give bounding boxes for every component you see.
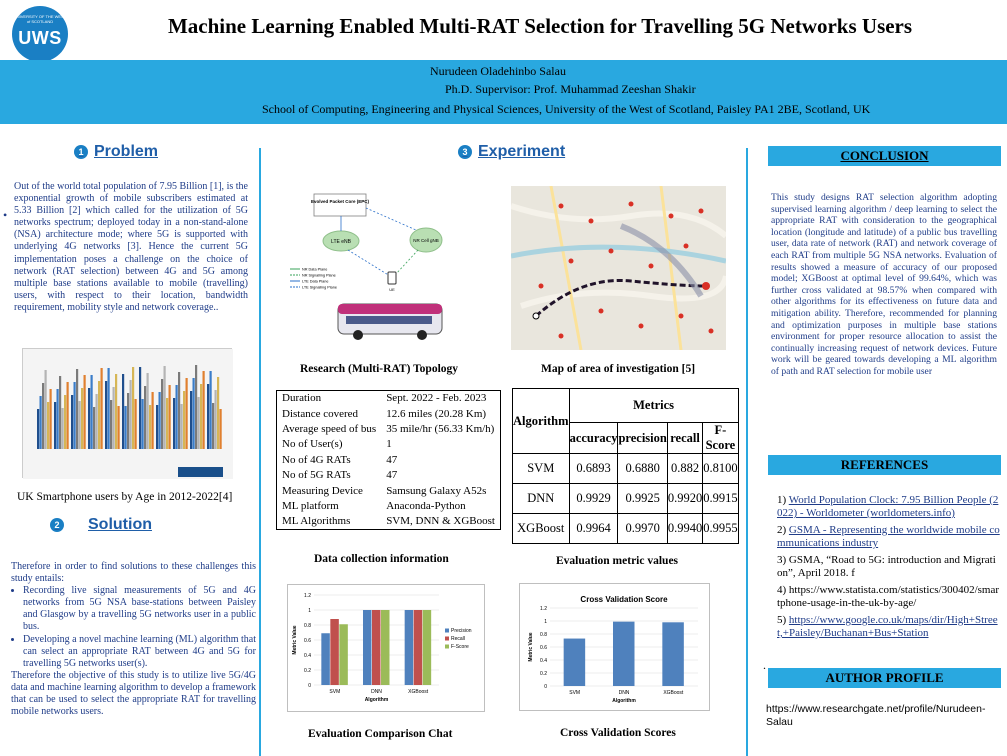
experiment-heading [458, 143, 565, 161]
solution-title: Solution [88, 516, 152, 533]
ue-label: UE [389, 287, 395, 292]
conclusion-heading: CONCLUSION [768, 146, 1001, 166]
legend-lte-signal: LTE Signalling Plane [302, 285, 337, 290]
metrics-header: Metrics [569, 389, 738, 423]
bar [372, 610, 381, 685]
metric-algorithm: XGBoost [513, 514, 570, 544]
solution-bullet: • Developing a novel machine learning (ML) algorithm that can select an appropriate RAT between 4G and 5G for travelling 5G networks user(s). [23, 634, 256, 670]
x-tick-label: XGBoost [408, 689, 429, 695]
problem-title: Problem [94, 143, 159, 160]
bar [564, 639, 586, 686]
problem-number: 1 [74, 145, 88, 159]
dc-label: No of 5G RATs [282, 469, 351, 482]
metric-value: 0.9920 [667, 484, 702, 514]
y-tick-label: 1.2 [304, 593, 311, 599]
y-tick-label: 0.2 [304, 668, 311, 674]
map-caption: Map of area of investigation [5] [541, 363, 696, 375]
data-collection-row [277, 498, 501, 513]
poster-title: Machine Learning Enabled Multi-RAT Selection for Travelling 5G Networks Users [167, 14, 913, 38]
metric-row [513, 514, 739, 544]
experiment-number: 3 [458, 145, 472, 159]
legend-swatch [445, 645, 449, 649]
legend-swatch [445, 637, 449, 641]
solution-heading [50, 516, 152, 534]
evaluation-comparison-chart [287, 584, 485, 712]
solution-outro: Therefore the objective of this study is to utilize live 5G/4G data and machine learning algorithm to develop a framework that can be used to select the appropriate RAT for travelling mobile networks users. [11, 669, 256, 718]
map-graphic [511, 186, 726, 350]
x-axis-label: Algorithm [612, 698, 636, 704]
profile-dot: . [763, 658, 766, 672]
metric-algorithm: SVM [513, 454, 570, 484]
dc-label: Average speed of bus [282, 422, 377, 435]
gnb-label: NR Cell gNB [413, 238, 439, 243]
dc-value: Sept. 2022 - Feb. 2023 [386, 392, 487, 405]
data-collection-caption: Data collection information [314, 553, 449, 565]
metric-column-header: accuracy [569, 423, 618, 454]
bar [321, 633, 330, 685]
smartphone-chart-graphic [23, 349, 233, 479]
reference-item [777, 554, 1000, 580]
y-tick-label: 0.4 [304, 653, 311, 659]
reference-text[interactable]: World Population Clock: 7.95 Billion People (2022) - Worldometer (worldometers.info) [777, 494, 999, 519]
metrics-caption: Evaluation metric values [556, 555, 679, 567]
solution-body [11, 561, 256, 718]
column-divider-2 [746, 148, 748, 756]
references-heading: REFERENCES [768, 455, 1001, 475]
legend-nr-data: NR Data Plane [302, 267, 328, 272]
dc-value: Anaconda-Python [386, 499, 466, 512]
data-collection-row [277, 437, 501, 452]
metric-value: 0.8100 [703, 454, 738, 484]
y-axis-label: Metric Value [292, 625, 298, 655]
metric-value: 0.9929 [569, 484, 618, 514]
column-divider-1 [259, 148, 261, 756]
comparison-chart-svg [288, 585, 484, 711]
y-tick-label: 0.8 [304, 623, 311, 629]
dc-label: No of 4G RATs [282, 453, 351, 466]
enb-label: LTE eNB [331, 239, 351, 245]
solution-bullet: • Recording live signal measurements of 5G and 4G networks from 5G NSA base-stations between Paisley and Glasgow by a travelling 5G networks user in a public bus. [23, 585, 256, 633]
reference-item [777, 494, 1000, 520]
dc-value: 47 [386, 469, 398, 482]
bar [613, 622, 635, 686]
investigation-area-map [511, 186, 726, 350]
metric-algorithm: DNN [513, 484, 570, 514]
legend-swatch [445, 629, 449, 633]
x-tick-label: DNN [371, 689, 382, 695]
dc-value: 35 mile/hr (56.33 Km/h) [386, 422, 495, 435]
supervisor: Ph.D. Supervisor: Prof. Muhammad Zeeshan Shakir [445, 82, 696, 96]
solution-bullets [11, 585, 256, 670]
topology-caption: Research (Multi-RAT) Topology [300, 363, 459, 375]
dc-label: Distance covered [282, 407, 359, 420]
data-collection-row [277, 483, 501, 498]
smartphone-chart-caption: UK Smartphone users by Age in 2012-2022[4] [17, 491, 233, 503]
y-tick-label: 1 [544, 619, 547, 625]
reference-item [777, 584, 1000, 610]
dc-value: 1 [386, 438, 392, 451]
metric-value: 0.6880 [618, 454, 667, 484]
dc-label: Measuring Device [282, 484, 363, 497]
y-tick-label: 0.2 [540, 671, 547, 677]
legend-label: Precision [451, 628, 472, 634]
data-collection-row [277, 421, 501, 436]
x-tick-label: DNN [618, 690, 630, 696]
dc-label: No of User(s) [282, 438, 343, 451]
reference-item [777, 524, 1000, 550]
bullet-marker: • [3, 208, 8, 222]
conclusion-text: This study designs RAT selection algorithm adopting supervised learning algorithm / deep learning to select the appropriate RAT with consideration to the geographical location (longitude and latitude) of a public bus travelling user, data rate of network (RAT) and network coverage of each RAT from multiple 5G NSA networks. Evaluation of results showed a measure of accuracy of our proposed model; XGBoost at optimal level of 99.64%, which was further cross validated at 98.57% when compared with other algorithms for its effectiveness on future data and mitigation ability. Therefore, recommended for planning and optimization purposes in multiple base stations environment for proper resource allocation to assist the continually increasing request of network devices. Future work will be geared towards developing a ML algorithm of path and RAT selection for mobile user [771, 192, 997, 377]
data-collection-row [277, 467, 501, 482]
epc-label: Evolved Packet Core (EPC) [310, 199, 370, 204]
author-banner [0, 60, 1007, 124]
y-tick-label: 0.4 [540, 658, 547, 664]
metric-value: 0.9964 [569, 514, 618, 544]
metric-value: 0.9970 [618, 514, 667, 544]
smartphone-users-chart [22, 348, 232, 478]
reference-text: GSMA, “Road to 5G: introduction and Migration”, April 2018. f [777, 554, 996, 579]
author-profile-heading: AUTHOR PROFILE [768, 668, 1001, 688]
metric-column-header: recall [667, 423, 702, 454]
metric-column-header: precision [618, 423, 667, 454]
bar [330, 619, 339, 685]
metric-value: 0.6893 [569, 454, 618, 484]
school: School of Computing, Engineering and Physical Sciences, University of the West of Scotland, Paisley PA1 2BE, Scotland, UK [262, 102, 871, 116]
reference-number: 3) [777, 554, 787, 566]
chart-title: Cross Validation Score [580, 595, 668, 604]
dc-value: 47 [386, 453, 398, 466]
data-collection-row [277, 406, 501, 421]
legend-nr-signal: NR Signalling Plane [302, 273, 336, 278]
dc-value: SVM, DNN & XGBoost [386, 515, 495, 528]
y-tick-label: 1.2 [540, 606, 547, 612]
dc-value: Samsung Galaxy A52s [386, 484, 487, 497]
reference-number: 5) [777, 614, 787, 626]
reference-text: https://www.statista.com/statistics/300402/smartphone-usage-in-the-uk-by-age/ [777, 584, 1000, 609]
data-collection-row [277, 391, 501, 406]
legend-label: Recall [451, 636, 465, 642]
experiment-title: Experiment [478, 143, 566, 160]
problem-heading [74, 143, 158, 161]
multi-rat-topology-diagram [286, 186, 446, 350]
y-tick-label: 0.8 [540, 632, 547, 638]
x-tick-label: SVM [569, 690, 581, 696]
bar [662, 622, 684, 686]
algorithm-header: Algorithm [513, 389, 570, 454]
dc-value: 12.6 miles (20.28 Km) [386, 407, 487, 420]
problem-text: Out of the world total population of 7.95 Billion [1], is the exponential growth of mobile subscribers estimated at 5.33 Billion [2] which called for the utilization of 5G networks spectrum; deployed today in a non-stand-alone (NSA) architecture mode; where 5G is supported with underlying 4G networks [3]. Hence the current 5G implementation poses a challenge on the choice of network (RAT selection) between 4G and 5G among multiple base stations available to mobile (travelling) users, with respect to their location, bandwidth requirement, mobility style and network coverage.. [14, 181, 248, 313]
references-list [765, 494, 1000, 644]
bar [339, 624, 348, 685]
legend-label: F-Score [451, 644, 469, 650]
metric-value: 0.9925 [618, 484, 667, 514]
logo-small-text: UNIVERSITY OF THE WEST of SCOTLAND [13, 14, 67, 24]
author-name: Nurudeen Oladehinbo Salau [430, 64, 566, 78]
y-axis-label: Metric Value [528, 632, 534, 662]
metric-value: 0.9940 [667, 514, 702, 544]
y-tick-label: 0.6 [304, 638, 311, 644]
y-tick-label: 0.6 [540, 645, 547, 651]
x-tick-label: XGBoost [663, 690, 684, 696]
uws-logo [12, 6, 68, 62]
metric-row [513, 454, 739, 484]
dc-label: ML platform [282, 499, 339, 512]
x-axis-label: Algorithm [364, 697, 389, 703]
data-collection-table [276, 390, 501, 530]
y-tick-label: 0 [308, 683, 311, 689]
comparison-chart-caption: Evaluation Comparison Chat [308, 728, 453, 740]
reference-text[interactable]: GSMA - Representing the worldwide mobile communications industry [777, 524, 1000, 549]
metric-column-header: F-Score [703, 423, 738, 454]
data-collection-row [277, 514, 501, 529]
bar [405, 610, 414, 685]
solution-intro: Therefore in order to find solutions to these challenges this study entails: [11, 561, 256, 585]
bar [414, 610, 423, 685]
cv-chart-svg [520, 584, 709, 710]
cross-validation-chart [519, 583, 710, 711]
reference-number: 1) [777, 494, 787, 506]
reference-item [777, 614, 1000, 640]
reference-number: 4) [777, 584, 787, 596]
cv-chart-caption: Cross Validation Scores [560, 727, 676, 739]
bar [381, 610, 390, 685]
evaluation-metrics-table [512, 388, 739, 544]
bar [363, 610, 372, 685]
metric-row [513, 484, 739, 514]
bar [423, 610, 432, 685]
data-collection-row [277, 452, 501, 467]
legend-lte-data: LTE Data Plane [302, 279, 329, 284]
metric-value: 0.882 [667, 454, 702, 484]
metric-value: 0.9915 [703, 484, 738, 514]
researchgate-link[interactable]: https://www.researchgate.net/profile/Nurudeen-Salau [766, 703, 986, 728]
solution-number: 2 [50, 518, 64, 532]
x-tick-label: SVM [329, 689, 341, 695]
y-tick-label: 1 [308, 608, 311, 614]
dc-label: Duration [282, 392, 322, 405]
dc-label: ML Algorithms [282, 515, 351, 528]
reference-text[interactable]: https://www.google.co.uk/maps/dir/High+Street,+Paisley/Buchanan+Bus+Station [777, 614, 998, 639]
reference-number: 2) [777, 524, 787, 536]
metric-value: 0.9955 [703, 514, 738, 544]
y-tick-label: 0 [544, 684, 547, 690]
logo-text: UWS [18, 28, 62, 48]
